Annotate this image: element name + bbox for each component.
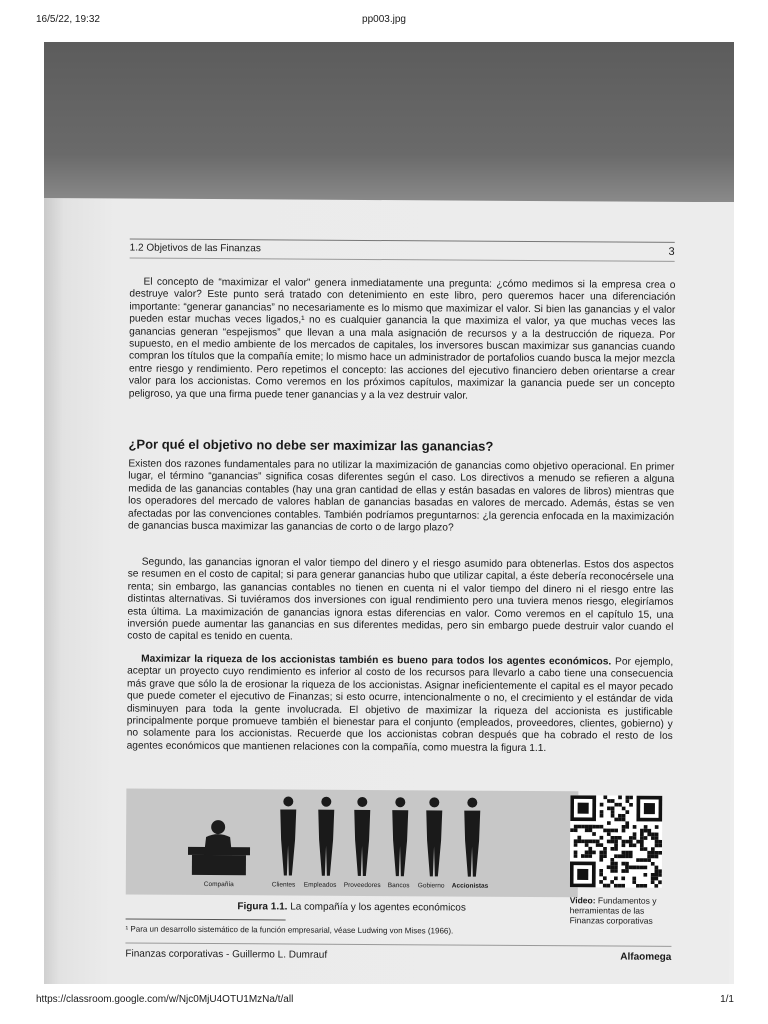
label-compania: Compañía	[203, 880, 234, 889]
footnote-rule	[126, 919, 286, 921]
label-proveedores: Proveedores	[343, 881, 381, 890]
company-desk-illustration	[188, 820, 250, 875]
figure-number: Figura 1.1.	[237, 901, 288, 913]
section-title: 1.2 Objetivos de las Finanzas	[129, 242, 261, 255]
label-bancos: Bancos	[387, 882, 410, 890]
qr-finder	[578, 803, 589, 814]
paragraph-4-text: Por ejemplo, aceptar un proyecto cuyo rendimiento es inferior al costo de los recursos para llevarlo a cabo tiene una consecuencia más grave que sólo la de erosionar la riqueza de los accionistas. Asignar ineficientemente el capital es el mayor pecado que puede cometer el ejecutivo de Finanzas; si esto ocurre, intencionalmente o no, el crecimiento y el estándar de vida disminuyen para toda la gente involucrada. El objetivo de maximizar la riqueza del accionista es justificable principalmente porque promueve también el bienestar para el conjunto (empleados, proveedores, clientes, gobierno) y no solamente para los accionistas. Recuerde que los accionistas cobran después que ha cobrado el resto de los agentes económicos que mantienen relaciones con la compañía, como muestra la figura 1.1.	[126, 656, 674, 754]
agent-figure	[280, 796, 296, 875]
footnote: ¹ Para un desarrollo sistemático de la función empresarial, véase Ludwing von Mises (1966).	[125, 924, 454, 936]
paragraph-2: Existen dos razones fundamentales para no utilizar la maximización de ganancias como objetivo operacional. En primer lugar, el término “ganancias” significa cosas diferentes según el caso. Los directivos a menudo se refieren a alguna medida de las ganancias contables (hay una gran cantidad de ellas y están basadas en valores de libros) mientras que los operadores del mercado de valores hablan de ganancias basadas en valores de mercado. Además, éstas se ven afectadas por las convenciones contables. También podríamos preguntarnos: ¿la gerencia enfocada en la maximización de ganancias busca maximizar las ganancias de corto o de largo plazo?	[127, 458, 675, 534]
agent-figure	[392, 797, 408, 876]
scan-shadow	[44, 42, 734, 202]
paragraph-1: El concepto de “maximizar el valor” genera inmediatamente una pregunta: ¿cómo medimos si la empresa crea o destruye valor? Este punto será tratado con detenimiento en este libro, pero queremos hacer una diferenciación importante: “generar ganancias” no necesariamente es lo mismo que maximizar el valor. Si bien las ganancias y el valor pueden estar muchas veces ligados,¹ no es cualquier ganancia la que maximiza el valor, ya que muchas veces las ganancias generan “espejismos” que llevan a una mala asignación de recursos y a la destrucción de riqueza. Por supuesto, en el medio ambiente de los mercados de capitales, los inversores buscan maximizar sus ganancias cuando compran los títulos que la compañía emite; lo mismo hace un administrador de portafolios cuando busca la mejor mezcla entre riesgo y rendimiento. Pero repetimos el concepto: las acciones del ejecutivo financiero deben orientarse a crear valor para los accionistas. Como veremos en los próximos capítulos, maximizar la ganancia puede ser un concepto peligroso, ya que una firma puede tener ganancias y a la vez destruir valor.	[128, 276, 676, 402]
publisher: Alfaomega	[620, 951, 672, 963]
paragraph-3: Segundo, las ganancias ignoran el valor tiempo del dinero y el riesgo asumido para obtenerlas. Estos dos aspectos se resumen en el costo de capital; si para generar ganancias hubo que utilizar capital, a éste debería reconocérsele una renta; sin embargo, las ganancias contables no tienen en cuenta ni el valor tiempo del dinero ni el riesgo entre las distintas alternativas. Si tuviéramos dos inversiones con igual rendimiento pero una tuviera menos riesgo, elegiríamos esta última. La maximización de ganancias ignora estas diferencias en valor. Como veremos en el capítulo 15, una inversión puede aumentar las ganancias en sus diferentes medidas, pero sin embargo puede destruir valor cuando el costo de capital es tenido en cuenta.	[127, 556, 674, 643]
print-page-count: 1/1	[720, 994, 734, 1005]
agent-figure	[318, 797, 334, 876]
agent-figure	[354, 797, 370, 876]
video-note	[570, 895, 670, 926]
page-number: 3	[668, 245, 675, 258]
agent-figure	[464, 798, 480, 877]
video-text: Fundamentos y herramientas de las Finanzas corporativas	[569, 895, 657, 926]
running-header	[130, 239, 675, 262]
figure-caption-text: La compañía y los agentes económicos	[287, 901, 466, 914]
figure-caption	[126, 901, 578, 915]
print-datetime: 16/5/22, 19:32	[36, 14, 100, 25]
scanned-page	[44, 42, 734, 984]
paragraph-4-bold: Maximizar la riqueza de los accionistas también es bueno para todos los agentes económicos.	[141, 653, 612, 668]
figure-illustration	[126, 789, 579, 884]
label-gobierno: Gobierno	[417, 882, 445, 890]
video-label: Video:	[569, 895, 596, 906]
label-accionistas: Accionistas	[451, 882, 489, 890]
qr-finder	[644, 803, 655, 814]
book-title: Finanzas corporativas - Guillermo L. Dumrauf	[125, 948, 328, 961]
paragraph-4	[127, 654, 674, 757]
label-clientes: Clientes	[271, 881, 296, 889]
print-footer	[0, 994, 768, 1014]
section-heading: ¿Por qué el objetivo no debe ser maximizar las ganancias?	[128, 436, 494, 454]
agent-figure	[426, 797, 442, 876]
print-url: https://classroom.google.com/w/Njc0MjU4OTU1MzNa/t/all	[36, 994, 294, 1005]
qr-finder	[577, 869, 588, 880]
footer-rule	[125, 943, 671, 947]
book-page	[44, 198, 734, 984]
figure-labels	[126, 881, 578, 894]
figure-1-1	[126, 789, 579, 898]
label-empleados: Empleados	[303, 881, 337, 889]
print-header	[0, 14, 768, 34]
qr-code	[570, 795, 663, 888]
agents-illustration	[280, 796, 480, 876]
print-filename: pp003.jpg	[362, 14, 406, 25]
